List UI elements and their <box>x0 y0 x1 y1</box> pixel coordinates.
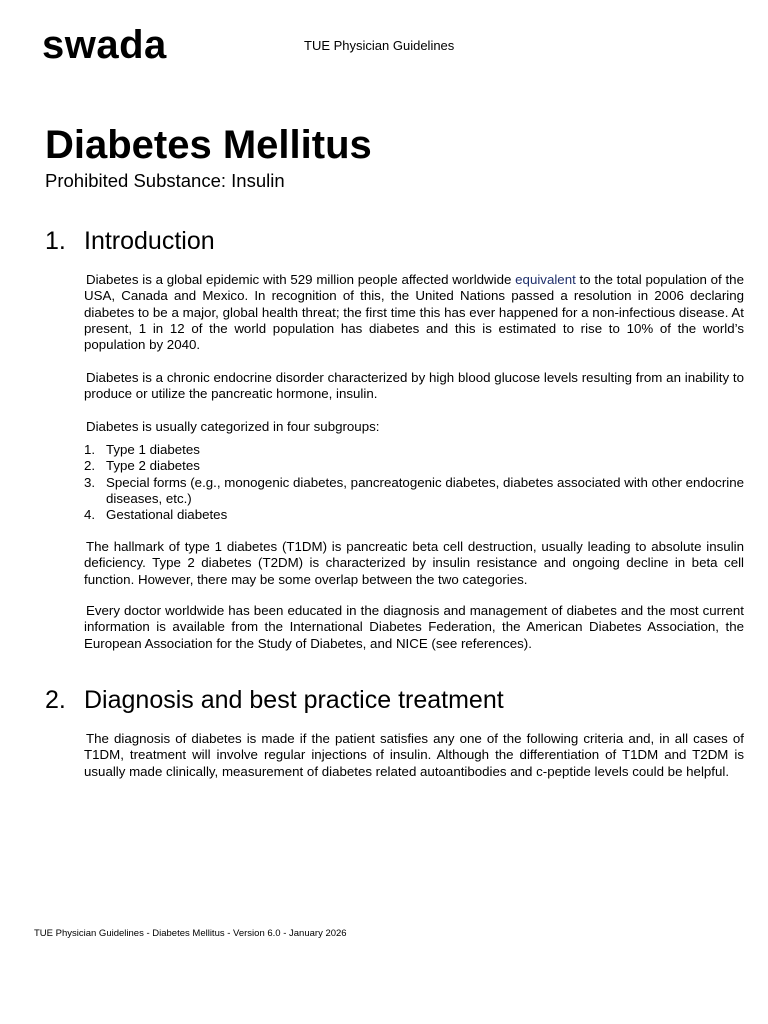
list-text: Special forms (e.g., monogenic diabetes, pancreatogenic diabetes, diabetes associated with other endocrine diseases, etc.) <box>106 474 744 506</box>
header-title: TUE Physician Guidelines <box>304 38 455 53</box>
paragraph-text: Diabetes is usually categorized in four subgroups: <box>86 419 380 434</box>
list-text: Type 2 diabetes <box>106 458 200 474</box>
section-heading-introduction <box>45 226 215 256</box>
section-title: Diagnosis and best practice treatment <box>84 686 504 714</box>
list-item <box>84 507 744 523</box>
list-number: 1. <box>84 442 96 457</box>
section-number: 2. <box>45 686 66 714</box>
intro-paragraph-4 <box>84 539 744 588</box>
intro-paragraph-3 <box>84 419 744 435</box>
list-number: 4. <box>84 507 96 523</box>
paragraph-text: The diagnosis of diabetes is made if the patient satisfies any one of the following criteria and, in all cases of T1DM, treatment will involve regular injections of insulin. Although the differentiation of T1DM and T2DM is usually made clinically, measurement of diabetes related autoantibodies and c-peptide levels could be helpful. <box>84 731 744 779</box>
subgroup-list <box>84 442 744 523</box>
section-title: Introduction <box>84 227 215 255</box>
list-item <box>84 442 744 458</box>
swada-logo: swada <box>42 23 167 67</box>
section-number: 1. <box>45 227 66 255</box>
equivalent-link[interactable]: equivalent <box>515 272 576 287</box>
intro-paragraph-2 <box>84 370 744 403</box>
paragraph-text: Every doctor worldwide has been educated in the diagnosis and management of diabetes and the most current information is available from the International Diabetes Federation, the American Diabetes Association, the European Association for the Study of Diabetes, and NICE (see references). <box>84 603 744 651</box>
page-footer: TUE Physician Guidelines - Diabetes Mellitus - Version 6.0 - January 2026 <box>34 928 347 939</box>
list-text: Type 1 diabetes <box>106 442 200 457</box>
diagnosis-paragraph-1 <box>84 731 744 780</box>
list-number: 3. <box>84 474 96 490</box>
intro-paragraph-5 <box>84 603 744 652</box>
document-title: Diabetes Mellitus <box>45 123 372 167</box>
list-item <box>84 475 744 508</box>
section-heading-diagnosis <box>45 685 504 715</box>
list-item <box>84 458 744 474</box>
document-subtitle: Prohibited Substance: Insulin <box>45 170 285 191</box>
paragraph-text: Diabetes is a global epidemic with 529 million people affected worldwide <box>86 272 516 287</box>
paragraph-text: The hallmark of type 1 diabetes (T1DM) is pancreatic beta cell destruction, usually leading to absolute insulin deficiency. Type 2 diabetes (T2DM) is characterized by insulin resistance and ongoing decline in beta cell function. However, there may be some overlap between the two categories. <box>84 539 744 587</box>
paragraph-text: to the total population of the USA, Canada and Mexico. In recognition of this, the United Nations passed a resolution in 2006 declaring diabetes to be a major, global health threat; the first time this has ever happened for a non-infectious disease. At present, 1 in 12 of the world population has diabetes and this is estimated to rise to 10% of the world’s population by 2040. <box>84 272 744 353</box>
paragraph-text: Diabetes is a chronic endocrine disorder characterized by high blood glucose levels resulting from an inability to produce or utilize the pancreatic hormone, insulin. <box>84 370 744 402</box>
list-number: 2. <box>84 458 96 474</box>
intro-paragraph-1 <box>84 272 744 353</box>
list-text: Gestational diabetes <box>106 507 228 523</box>
